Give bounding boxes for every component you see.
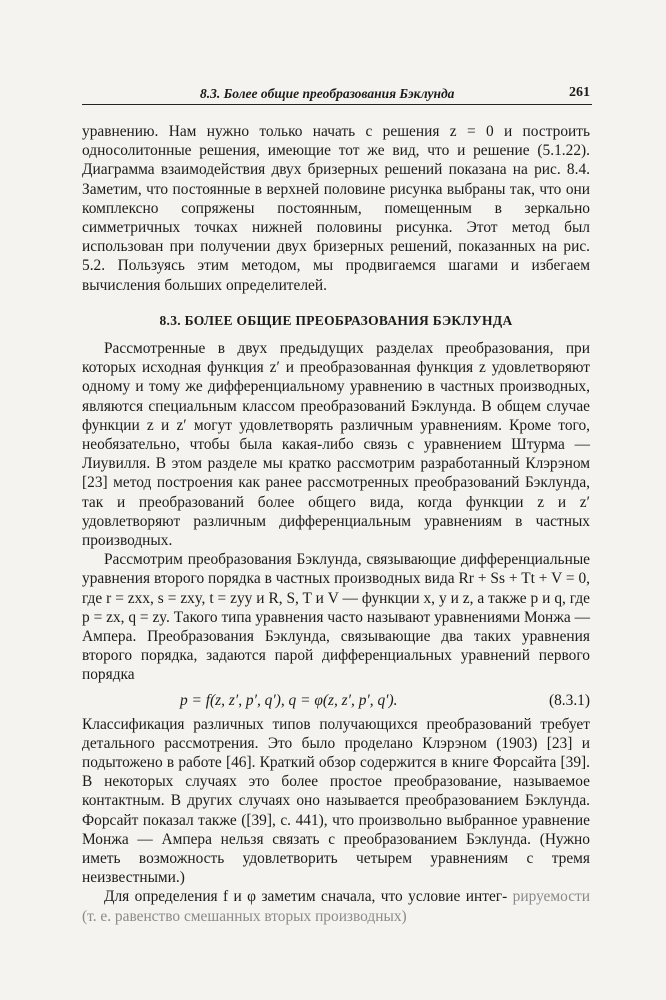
paragraph-4-text: Для определения f и φ заметим сначала, что условие интег- — [104, 888, 508, 906]
page-number: 261 — [569, 85, 590, 100]
equation-8-3-1 — [82, 689, 590, 713]
paragraph-2: Рассмотрим преобразования Бэклунда, связывающие дифференциальные уравнения второго порядка в частных производных вида Rr + Ss + Tt + V = 0, где r = zxx, s = zxy, t = zyy и R, S, T и V — функции x, y и z, а также p и q, где p = zx, q = zy. Такого типа уравнения часто называют уравнениями Монжа — Ампера. Преобразования Бэклунда, связывающие два таких уравнения второго порядка, задаются парой дифференциальных уравнений первого порядка — [82, 551, 590, 684]
paragraph-4 — [82, 887, 590, 925]
section-heading: 8.3. БОЛЕЕ ОБЩИЕ ПРЕОБРАЗОВАНИЯ БЭКЛУНДА — [159, 313, 513, 328]
top-paragraph: уравнению. Нам нужно только начать с решения z = 0 и построить односолитонные решения, имеющие тот же вид, что и решение (5.1.22). Диаграмма взаимодействия двух бризерных решений показана на рис. 8.4. Заметим, что постоянные в верхней половине рисунка выбраны так, что они комплексно сопряжены постоянным, помещенным в зеркально симметричных точках нижней половины рисунка. Этот метод был использован при получении двух бризерных решений, показанных на рис. 5.2. Пользуясь этим методом, мы продвигаемся шагами и избегаем вычисления больших определителей. — [82, 123, 590, 294]
section-body — [82, 339, 590, 926]
equation-text: p = f(z, z′, p′, q′), q = φ(z, z′, p′, q′). — [180, 691, 398, 709]
paragraph-1: Рассмотренные в двух предыдущих разделах преобразования, при которых исходная функция z′ и преобразованная функция z удовлетворяют одному и тому же дифференциальному уравнению в частных производных, являются специальным классом преобразований Бэклунда. В общем случае функции z и z′ могут удовлетворять различным уравнениям. Кроме того, необязательно, чтобы была какая-либо связь с уравнением Штурма — Лиувилля. В этом разделе мы кратко рассмотрим разработанный Клэрэном [23] метод построения как ранее рассмотренных преобразований Бэклунда, так и преобразований более общего вида, когда функции z и z′ удовлетворяют различным дифференциальным уравнениям в частных производных. — [82, 340, 590, 550]
intro-text — [82, 122, 590, 295]
equation-number: (8.3.1) — [548, 691, 590, 709]
paragraph-3: Классификация различных типов получающихся преобразований требует детального рассмотрения. Это было проделано Клэрэном (1903) [23] и подытожено в работе [46]. Краткий обзор содержится в книге Форсайта [39]. В некоторых случаях это более простое преобразование, называемое контактным. В других случаях оно называется преобразованием Бэклунда. Форсайт показал также ([39], с. 441), что произвольно выбранное уравнение Монжа — Ампера нельзя связать с преобразованием Бэклунда. (Нужно иметь возможность удовлетворить четырем уравнениям с тремя неизвестными.) — [82, 715, 590, 887]
page-header — [82, 84, 592, 105]
running-title: 8.3. Более общие преобразования Бэклунда — [200, 86, 455, 101]
paragraph-4-faded-text: рируемости (т. е. равенство смешанных вторых производных) — [82, 888, 590, 925]
